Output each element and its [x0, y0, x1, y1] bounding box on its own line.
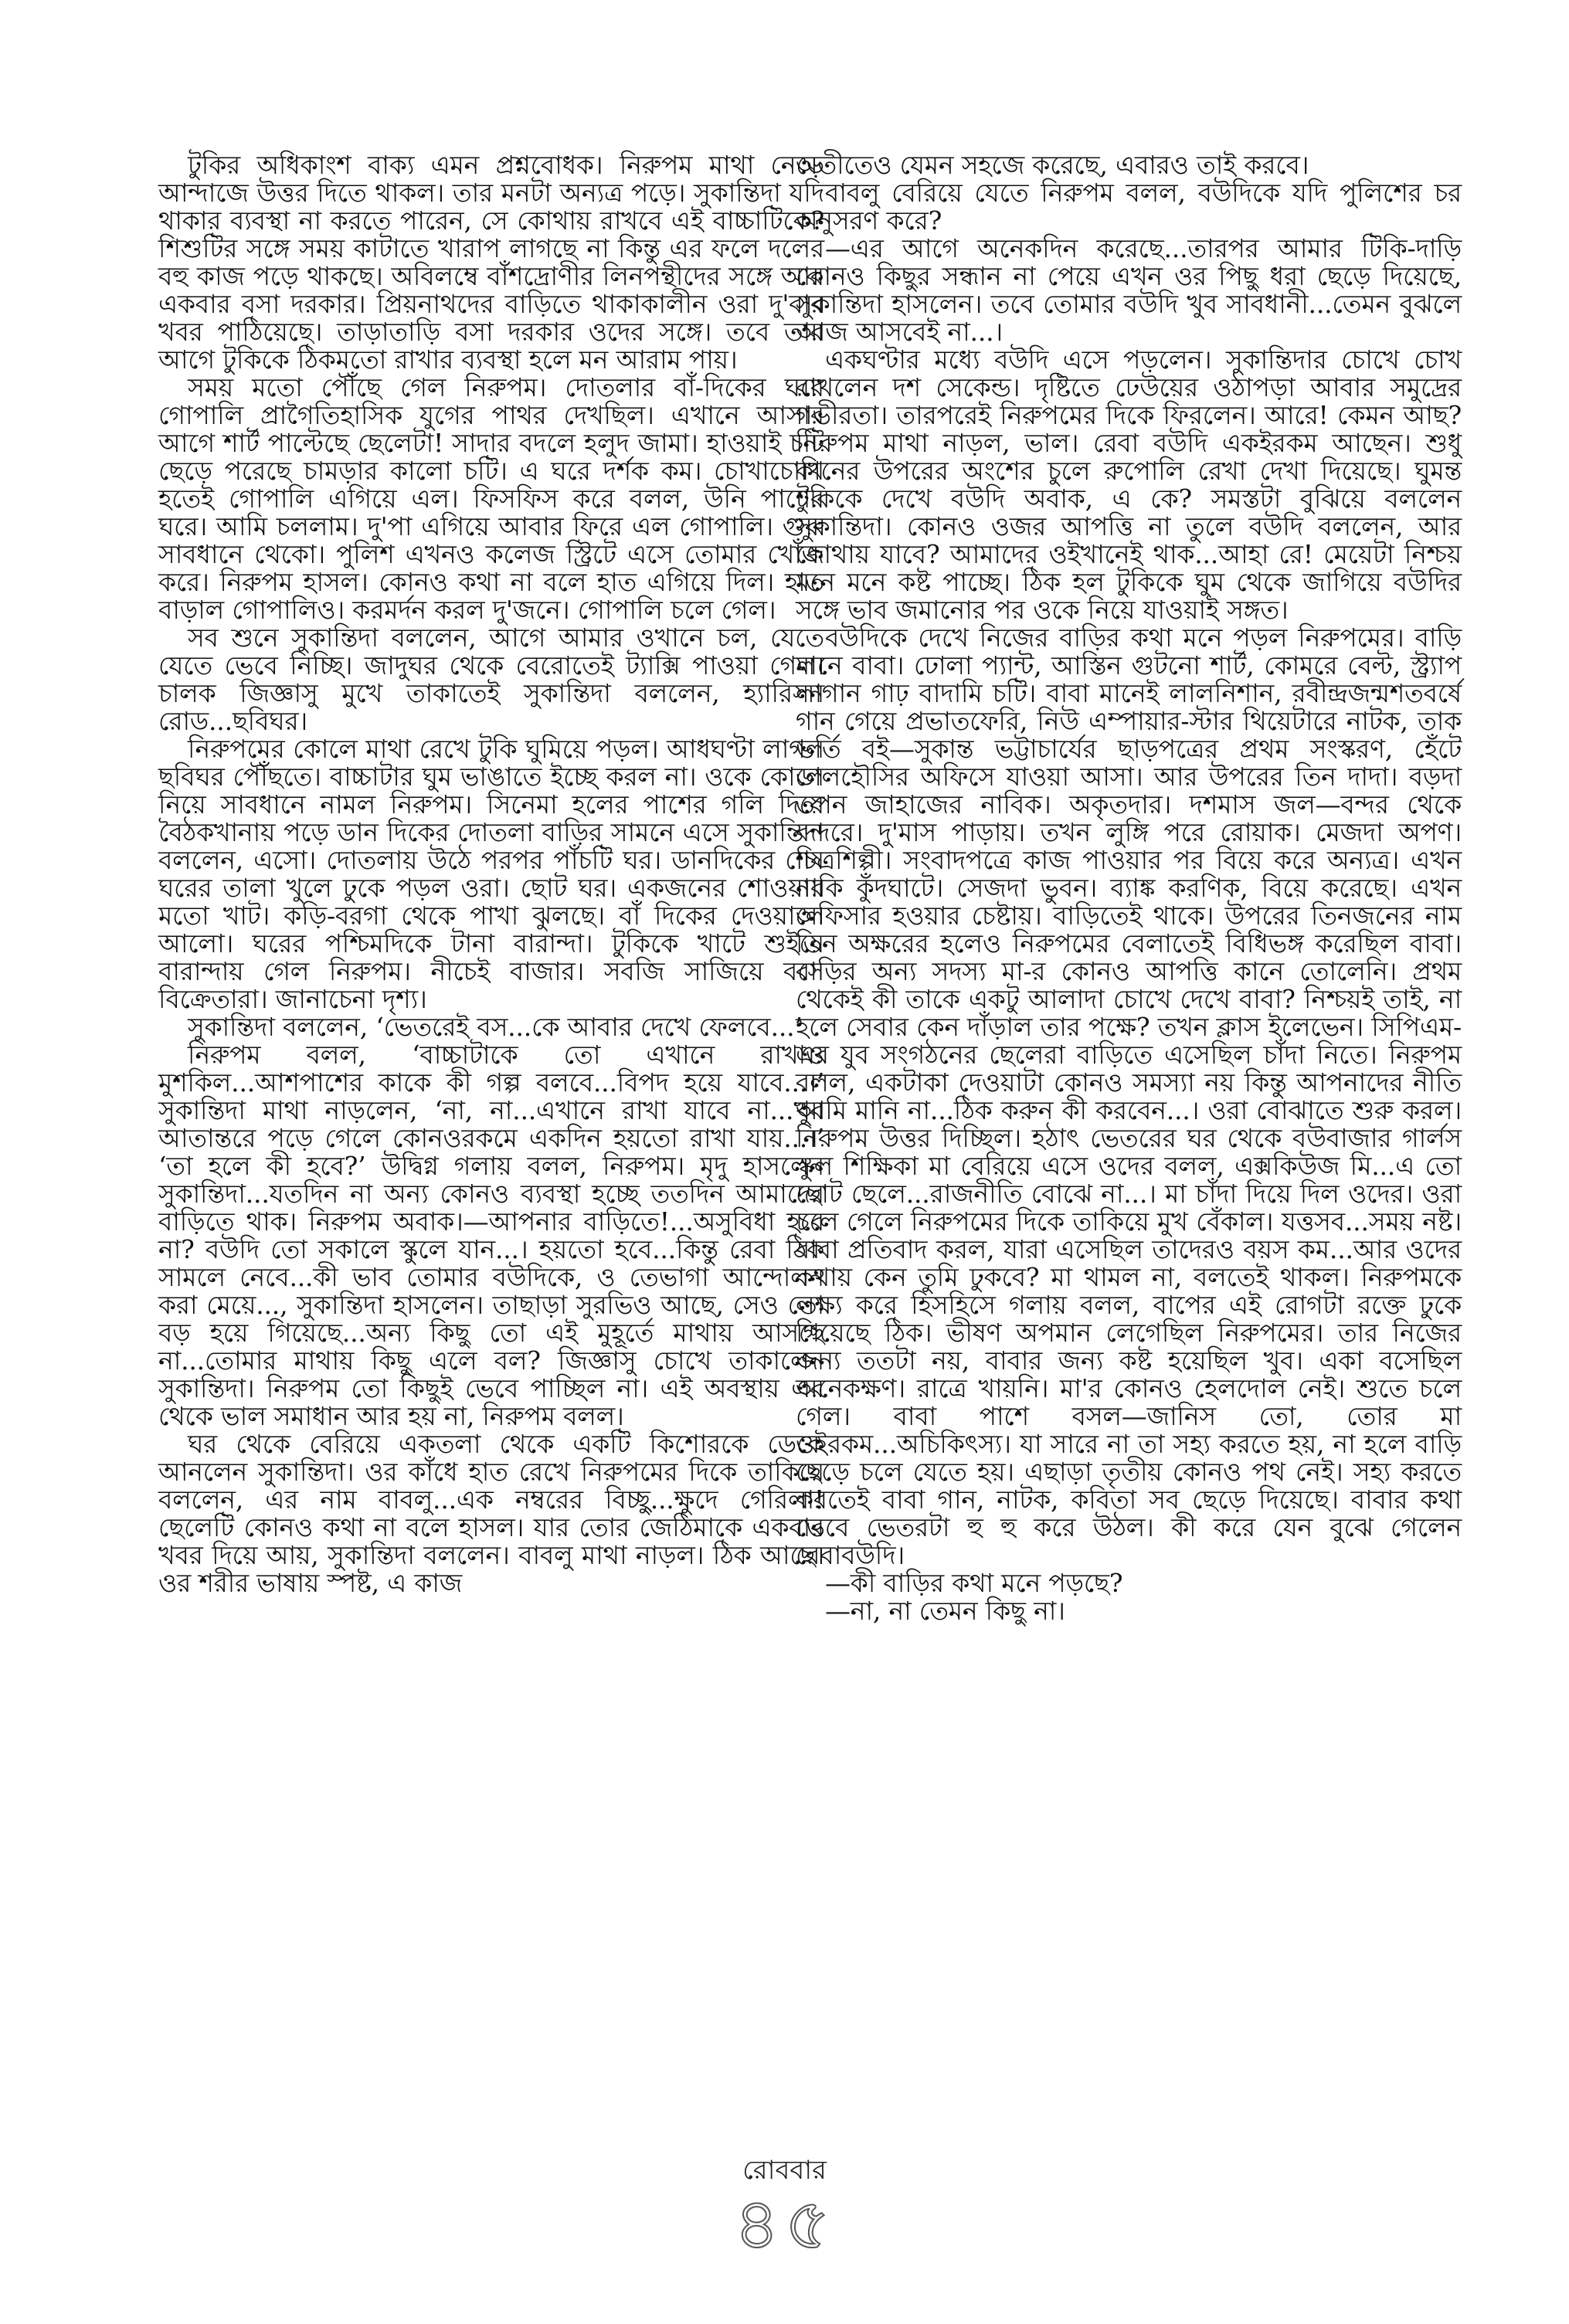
paragraph: নিরুপম বলল, ‘বাচ্চাটাকে তো এখানে রাখাও মুশকিল...আশপাশের কাকে কী গল্প বলবে...বিপদ হয়ে যাবে...।’ সুকান্তিদা মাথা নাড়লেন, ‘না, না...এখানে রাখা যাবে না...খুব আতান্তরে পড়ে গেলে কোনওরকমে একদিন হয়তো রাখা যায়...।’ ‘তা হলে কী হবে?’ উদ্বিগ্ন গলায় বলল, নিরুপম। মৃদু হাসলেন সুকান্তিদা...যতদিন না অন্য কোনও ব্যবস্থা হচ্ছে ততদিন আমাদের বাড়িতে থাক। নিরুপম অবাক।—আপনার বাড়িতে!...অসুবিধা হবে না? বউদি তো সকালে স্কুলে যান...। হয়তো হবে...কিন্তু রেবা ঠিক সামলে নেবে...কী ভাব তোমার বউদিকে, ও তেভাগা আন্দোলন করা মেয়ে..., সুকান্তিদা হাসলেন। তাছাড়া সুরভিও আছে, সেও তো বড় হয়ে গিয়েছে...অন্য কিছু তো এই মুহূর্তে মাথায় আসছে না...তোমার মাথায় কিছু এলে বল? জিজ্ঞাসু চোখে তাকালেন সুকান্তিদা। নিরুপম তো কিছুই ভেবে পাচ্ছিল না। এই অবস্থায় এর থেকে ভাল সমাধান আর হয় না, নিরুপম বলল। — [158, 1040, 824, 1431]
page-number: ৪৫ — [733, 2183, 836, 2265]
paragraph: —কী বাড়ির কথা মনে পড়ছে? — [825, 1568, 1123, 1598]
paragraph: বউদিকে দেখে নিজের বাড়ির কথা মনে পড়ল নিরুপমের। বাড়ি মানে বাবা। ঢোলা প্যান্ট, আস্তিন গুটনো শার্ট, কোমরে বেল্ট, স্ট্র্যাপ লাগান গাঢ় বাদামি চটি। বাবা মানেই লালনিশান, রবীন্দ্রজন্মশতবর্ষে গান গেয়ে প্রভাতফেরি, নিউ এম্পায়ার-স্টার থিয়েটারে নাটক, তাক ভর্তি বই—সুকান্ত ভট্টাচার্যের ছাড়পত্রের প্রথম সংস্করণ, হেঁটে ডালহৌসির অফিসে যাওয়া আসা। আর উপরের তিন দাদা। বড়দা তপন জাহাজের নাবিক। অকৃতদার। দশমাস জল—বন্দর থেকে বন্দরে। দু'মাস পাড়ায়। তখন লুঙ্গি পরে রোয়াক। মেজদা অপণ। চিত্রশিল্পী। সংবাদপত্রে কাজ পাওয়ার পর বিয়ে করে অন্যত্র। এখন নাকি কুঁদঘাটে। সেজদা ভুবন। ব্যাঙ্ক করণিক, বিয়ে করেছে। এখন অফিসার হওয়ার চেষ্টায়। বাড়িতেই থাকে। উপরের তিনজনের নাম তিন অক্ষরের হলেও নিরুপমের বেলাতেই বিধিভঙ্গ করেছিল বাবা। বাড়ির অন্য সদস্য মা-র কোনও আপত্তি কানে তোলেনি। প্রথম থেকেই কী তাকে একটু আলাদা চোখে দেখে বাবা? নিশ্চয়ই তাই, না হলে সেবার কেন দাঁড়াল তার পক্ষে? তখন ক্লাস ইলেভেন। সিপিএম-এর যুব সংগঠনের ছেলেরা বাড়িতে এসেছিল চাঁদা নিতে। নিরুপম বলল, একটাকা দেওয়াটা কোনও সমস্যা নয় কিন্তু আপনাদের নীতি আমি মানি না...ঠিক করুন কী করবেন...। ওরা বোঝাতে শুরু করল। নিরুপম উত্তর দিচ্ছিল। হঠাৎ ভেতরের ঘর থেকে বউবাজার গার্লস স্কুল শিক্ষিকা মা বেরিয়ে এসে ওদের বলল, এক্সকিউজ মি...এ তো ছোট ছেলে...রাজনীতি বোঝে না...। মা চাঁদা দিয়ে দিল ওদের। ওরা চলে গেলে নিরুপমের দিকে তাকিয়ে মুখ বেঁকাল। যত্তসব...সময় নষ্ট। বাবা প্রতিবাদ করল, যারা এসেছিল তাদেরও বয়স কম...আর ওদের কথায় কেন তুমি ঢুকবে? মা থামল না, বলতেই থাকল। নিরুপমকে লক্ষ্য করে হিসহিসে গলায় বলল, বাপের এই রোগটা রক্তে ঢুকে গিয়েছে ঠিক। ভীষণ অপমান লেগেছিল নিরুপমের। তার নিজের জন্য ততটা নয়, বাবার জন্য কষ্ট হয়েছিল খুব। একা বসেছিল অনেকক্ষণ। রাত্রে খায়নি। মা'র কোনও হেলদোল নেই। শুতে চলে গেল। বাবা পাশে বসল—জানিস তো, তোর মা ওইরকম...অচিকিৎস্য। যা সারে না তা সহ্য করতে হয়, না হলে বাড়ি ছেড়ে চলে যেতে হয়। এছাড়া তৃতীয় কোনও পথ নেই। সহ্য করতে করতেই বাবা গান, নাটক, কবিতা সব ছেড়ে দিয়েছে। বাবার কথা ভেবে ভেতরটা হু হু করে উঠল। কী করে যেন বুঝে গেলেন রেবাবউদি। — [796, 623, 1462, 1570]
paragraph: অতীতেও যেমন সহজে করেছে, এবারও তাই করবে। — [796, 150, 1309, 180]
paragraph: সব শুনে সুকান্তিদা বললেন, আগে আমার ওখানে চল, যেতে যেতে ভেবে নিচ্ছি। জাদুঘর থেকে বেরোতেই ট্যাক্সি পাওয়া গেল। চালক জিজ্ঞাসু মুখে তাকাতেই সুকান্তিদা বললেন, হ্যারিসন রোড...ছবিঘর। — [158, 623, 824, 736]
paragraph: সময় মতো পৌঁছে গেল নিরুপম। দোতলার বাঁ-দিকের ঘরে গোপালি প্রাগৈতিহাসিক যুগের পাথর দেখছিল। এখানে আসার আগে শার্ট পাল্টেছে ছেলেটা! সাদার বদলে হলুদ জামা। হাওয়াই চটি ছেড়ে পরেছে চামড়ার কালো চটি। এ ঘরে দর্শক কম। চোখাচোখি হতেই গোপালি এগিয়ে এল। ফিসফিস করে বলল, উনি পাশের ঘরে। আমি চললাম। দু'পা এগিয়ে আবার ফিরে এল গোপালি। গুরু সাবধানে থেকো। পুলিশ এখনও কলেজ স্ট্রিটে এসে তোমার খোঁজ করে। নিরুপম হাসল। কোনও কথা না বলে হাত এগিয়ে দিল। হাত বাড়াল গোপালিও। করমর্দন করল দু'জনে। গোপালি চলে গেল। — [158, 372, 824, 625]
magazine-name: রোববার — [742, 2155, 827, 2186]
paragraph: একঘণ্টার মধ্যে বউদি এসে পড়লেন। সুকান্তিদার চোখে চোখ রাখলেন দশ সেকেন্ড। দৃষ্টিতে ঢেউয়ের ওঠাপড়া আবার সমুদ্রের গভীরতা। তারপরেই নিরুপমের দিকে ফিরলেন। আরে! কেমন আছ? নিরুপম মাথা নাড়ল, ভাল। রেবা বউদি একইরকম আছেন। শুধু কানের উপরের অংশের চুলে রুপোলি রেখা দেখা দিয়েছে। ঘুমন্ত টুকিকে দেখে বউদি অবাক, এ কে? সমস্তটা বুঝিয়ে বললেন সুকান্তিদা। কোনও ওজর আপত্তি না তুলে বউদি বললেন, আর কোথায় যাবে? আমাদের ওইখানেই থাক...আহা রে! মেয়েটা নিশ্চয় মনে মনে কষ্ট পাচ্ছে। ঠিক হল টুকিকে ঘুম থেকে জাগিয়ে বউদির সঙ্গে ভাব জমানোর পর ওকে নিয়ে যাওয়াই সঙ্গত। — [796, 344, 1462, 625]
right-column — [796, 151, 1462, 1625]
paragraph: টুকির অধিকাংশ বাক্য এমন প্রশ্নবোধক। নিরুপম মাথা নেড়ে আন্দাজে উত্তর দিতে থাকল। তার মনটা অন্যত্র পড়ে। সুকান্তিদা যদি থাকার ব্যবস্থা না করতে পারেন, সে কোথায় রাখবে এই বাচ্চাটিকে? শিশুটির সঙ্গে সময় কাটাতে খারাপ লাগছে না কিন্তু এর ফলে দলের বহু কাজ পড়ে থাকছে। অবিলম্বে বাঁশদ্রোণীর লিনপন্থীদের সঙ্গে আর একবার বসা দরকার। প্রিয়নাথদের বাড়িতে থাকাকালীন ওরা দু'বার খবর পাঠিয়েছে। তাড়াতাড়ি বসা দরকার ওদের সঙ্গে। তবে তার আগে টুকিকে ঠিকমতো রাখার ব্যবস্থা হলে মন আরাম পায়। — [158, 150, 824, 375]
left-column — [158, 151, 824, 1597]
paragraph: নিরুপমের কোলে মাথা রেখে টুকি ঘুমিয়ে পড়ল। আধঘণ্টা লাগল ছবিঘর পৌঁছতে। বাচ্চাটার ঘুম ভাঙাতে ইচ্ছে করল না। ওকে কোলে নিয়ে সাবধানে নামল নিরুপম। সিনেমা হলের পাশের গলি দিয়ে বৈঠকখানায় পড়ে ডান দিকের দোতলা বাড়ির সামনে এসে সুকান্তিদা বললেন, এসো। দোতলায় উঠে পরপর পাঁচটি ঘর। ডানদিকের শেষ ঘরের তালা খুলে ঢুকে পড়ল ওরা। ছোট ঘর। একজনের শোওয়ার মতো খাট। কড়ি-বরগা থেকে পাখা ঝুলছে। বাঁ দিকের দেওয়ালে আলো। ঘরের পশ্চিমদিকে টানা বারান্দা। টুকিকে খাটে শুইয়ে বারান্দায় গেল নিরুপম। নীচেই বাজার। সবজি সাজিয়ে বসে বিক্রেতারা। জানাচেনা দৃশ্য। — [158, 734, 824, 1014]
paragraph: ঘর থেকে বেরিয়ে একতলা থেকে একটি কিশোরকে ডেকে আনলেন সুকান্তিদা। ওর কাঁধে হাত রেখে নিরুপমের দিকে তাকিয়ে বললেন, এর নাম বাবলু...এক নম্বরের বিচ্ছু...ক্ষুদে গেরিলা! ছেলেটি কোনও কথা না বলে হাসল। যার তোর জেঠিমাকে একবার খবর দিয়ে আয়, সুকান্তিদা বললেন। বাবলু মাথা নাড়ল। ঠিক আছে। ওর শরীর ভাষায় স্পষ্ট, এ কাজ — [158, 1429, 824, 1598]
paragraph: সুকান্তিদা বললেন, ‘ভেতরেই বস...কে আবার দেখে ফেলবে...’ — [188, 1012, 803, 1042]
paragraph: —এর আগে অনেকদিন করেছে...তারপর আমার টিকি-দাড়ি কোনও কিছুর সন্ধান না পেয়ে এখন ওর পিছু ধরা ছেড়ে দিয়েছে, সুকান্তিদা হাসলেন। তবে তোমার বউদি খুব সাবধানী...তেমন বুঝলে আজ আসবেই না...। — [796, 233, 1462, 347]
paragraph: —না, না তেমন কিছু না। — [825, 1596, 1065, 1626]
paragraph: বাবলু বেরিয়ে যেতে নিরুপম বলল, বউদিকে যদি পুলিশের চর অনুসরণ করে? — [796, 178, 1462, 236]
